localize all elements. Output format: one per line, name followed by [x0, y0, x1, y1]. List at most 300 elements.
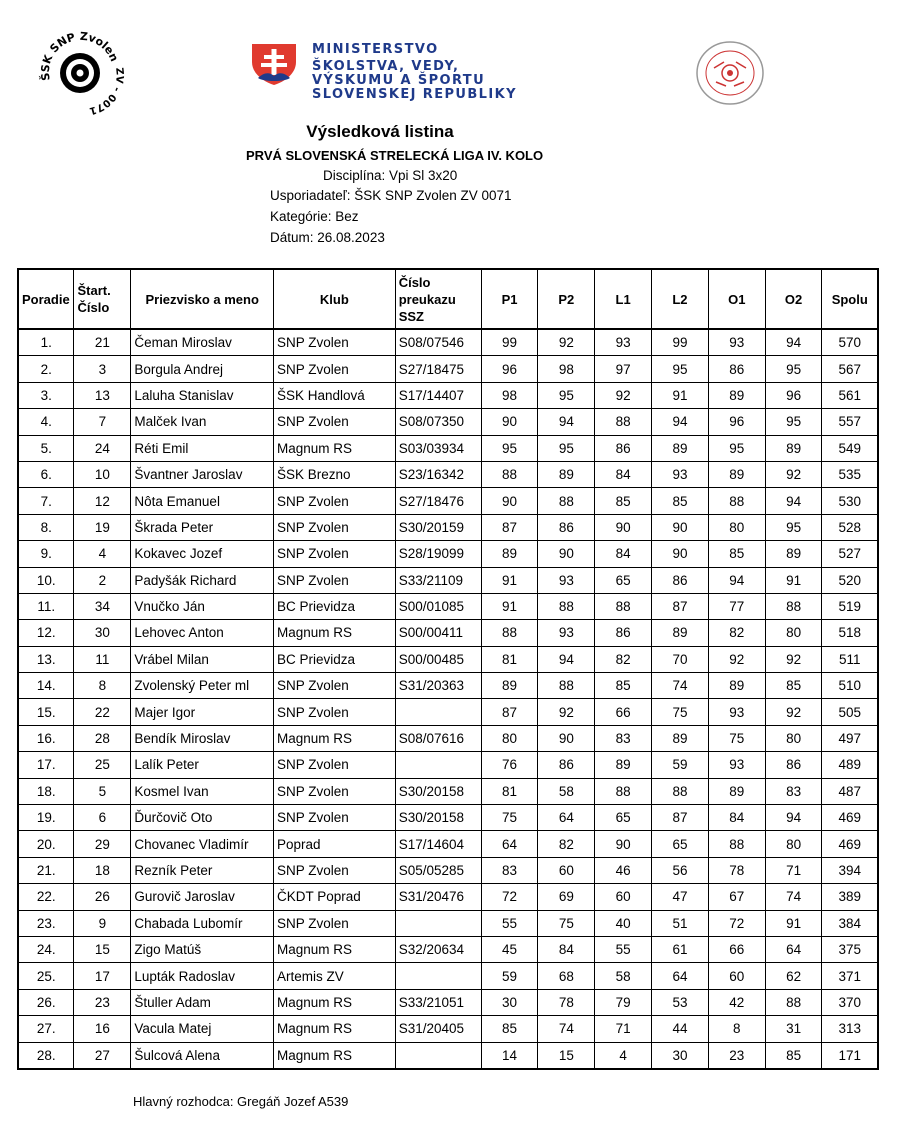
- cell-poradie: 10.: [18, 567, 74, 593]
- cell-name: Štuller Adam: [131, 989, 274, 1015]
- cell-cislo: S27/18475: [395, 356, 481, 382]
- table-row: [18, 989, 878, 1015]
- cell-poradie: 23.: [18, 910, 74, 936]
- cell-l2: 99: [652, 329, 709, 356]
- cell-klub: ŠSK Brezno: [274, 461, 396, 487]
- cell-spolu: 570: [822, 329, 878, 356]
- cell-cislo: S05/05285: [395, 857, 481, 883]
- cell-cislo: S28/19099: [395, 541, 481, 567]
- cell-o2: 94: [765, 488, 822, 514]
- table-row: [18, 1016, 878, 1042]
- table-row: [18, 646, 878, 672]
- col-header-cislo-line2: preukazu: [398, 291, 456, 307]
- cell-klub: SNP Zvolen: [274, 541, 396, 567]
- cell-spolu: 520: [822, 567, 878, 593]
- table-row: [18, 541, 878, 567]
- table-row: [18, 620, 878, 646]
- cell-cislo: [395, 963, 481, 989]
- cell-cislo: [395, 699, 481, 725]
- cell-cislo: S17/14407: [395, 382, 481, 408]
- col-header-l1: L1: [595, 269, 652, 329]
- col-header-start-line2: Číslo: [77, 300, 110, 315]
- cell-o1: 89: [708, 461, 765, 487]
- cell-p1: 75: [481, 805, 538, 831]
- cell-o1: 86: [708, 356, 765, 382]
- cell-klub: Magnum RS: [274, 620, 396, 646]
- cell-l2: 90: [652, 541, 709, 567]
- cell-poradie: 5.: [18, 435, 74, 461]
- cell-p2: 86: [538, 514, 595, 540]
- referee-text: Hlavný rozhodca: Gregáň Jozef A539: [133, 1094, 349, 1109]
- cell-klub: SNP Zvolen: [274, 805, 396, 831]
- cell-name: Kosmel Ivan: [131, 778, 274, 804]
- cell-cislo: S08/07616: [395, 725, 481, 751]
- cell-l1: 65: [595, 805, 652, 831]
- cell-o1: 77: [708, 593, 765, 619]
- cell-l1: 97: [595, 356, 652, 382]
- cell-poradie: 11.: [18, 593, 74, 619]
- cell-p2: 89: [538, 461, 595, 487]
- cell-klub: SNP Zvolen: [274, 488, 396, 514]
- cell-p2: 88: [538, 488, 595, 514]
- cell-o1: 72: [708, 910, 765, 936]
- cell-o2: 85: [765, 1042, 822, 1069]
- cell-name: Škrada Peter: [131, 514, 274, 540]
- federation-seal-icon: [694, 40, 766, 106]
- cell-o2: 89: [765, 541, 822, 567]
- cell-l1: 79: [595, 989, 652, 1015]
- cell-p1: 98: [481, 382, 538, 408]
- col-header-klub: Klub: [274, 269, 396, 329]
- col-header-poradie: Poradie: [18, 269, 74, 329]
- league-subtitle: PRVÁ SLOVENSKÁ STRELECKÁ LIGA IV. KOLO: [246, 148, 544, 163]
- cell-l1: 88: [595, 409, 652, 435]
- cell-cislo: S30/20158: [395, 805, 481, 831]
- cell-spolu: 505: [822, 699, 878, 725]
- cell-p1: 90: [481, 409, 538, 435]
- cell-p1: 81: [481, 646, 538, 672]
- cell-o1: 89: [708, 673, 765, 699]
- cell-name: Padyšák Richard: [131, 567, 274, 593]
- table-row: [18, 805, 878, 831]
- cell-l2: 65: [652, 831, 709, 857]
- cell-l2: 89: [652, 620, 709, 646]
- table-row: [18, 884, 878, 910]
- table-row: [18, 409, 878, 435]
- cell-l1: 85: [595, 488, 652, 514]
- cell-o1: 89: [708, 382, 765, 408]
- col-header-start-line1: Štart.: [77, 283, 111, 298]
- cell-cislo: S30/20159: [395, 514, 481, 540]
- cell-p2: 82: [538, 831, 595, 857]
- cell-spolu: 171: [822, 1042, 878, 1069]
- cell-l1: 4: [595, 1042, 652, 1069]
- cell-p1: 91: [481, 593, 538, 619]
- cell-l1: 88: [595, 778, 652, 804]
- cell-spolu: 511: [822, 646, 878, 672]
- cell-spolu: 530: [822, 488, 878, 514]
- cell-p1: 89: [481, 673, 538, 699]
- cell-o2: 96: [765, 382, 822, 408]
- cell-name: Lehovec Anton: [131, 620, 274, 646]
- cell-p1: 14: [481, 1042, 538, 1069]
- cell-poradie: 28.: [18, 1042, 74, 1069]
- cell-klub: Magnum RS: [274, 435, 396, 461]
- table-row: [18, 567, 878, 593]
- discipline-text: Disciplína: Vpi Sl 3x20: [323, 168, 458, 183]
- cell-start: 30: [74, 620, 131, 646]
- cell-o2: 89: [765, 435, 822, 461]
- cell-o1: 88: [708, 831, 765, 857]
- cell-p2: 93: [538, 620, 595, 646]
- cell-l2: 53: [652, 989, 709, 1015]
- cell-l2: 59: [652, 752, 709, 778]
- cell-p1: 88: [481, 461, 538, 487]
- cell-spolu: 487: [822, 778, 878, 804]
- cell-poradie: 18.: [18, 778, 74, 804]
- cell-klub: Magnum RS: [274, 1016, 396, 1042]
- cell-start: 18: [74, 857, 131, 883]
- cell-name: Chovanec Vladimír: [131, 831, 274, 857]
- cell-l1: 84: [595, 541, 652, 567]
- cell-l1: 58: [595, 963, 652, 989]
- cell-spolu: 519: [822, 593, 878, 619]
- cell-l2: 56: [652, 857, 709, 883]
- cell-spolu: 384: [822, 910, 878, 936]
- category-text: Kategórie: Bez: [270, 209, 359, 224]
- cell-spolu: 528: [822, 514, 878, 540]
- cell-spolu: 313: [822, 1016, 878, 1042]
- cell-start: 7: [74, 409, 131, 435]
- cell-o2: 92: [765, 646, 822, 672]
- cell-cislo: S00/00485: [395, 646, 481, 672]
- cell-name: Gurovič Jaroslav: [131, 884, 274, 910]
- cell-klub: BC Prievidza: [274, 646, 396, 672]
- cell-o2: 80: [765, 620, 822, 646]
- cell-p1: 81: [481, 778, 538, 804]
- cell-l1: 86: [595, 435, 652, 461]
- cell-start: 9: [74, 910, 131, 936]
- cell-name: Čeman Miroslav: [131, 329, 274, 356]
- cell-klub: Magnum RS: [274, 1042, 396, 1069]
- cell-p2: 98: [538, 356, 595, 382]
- cell-o1: 80: [708, 514, 765, 540]
- cell-p1: 72: [481, 884, 538, 910]
- cell-l1: 60: [595, 884, 652, 910]
- cell-poradie: 19.: [18, 805, 74, 831]
- cell-cislo: S31/20476: [395, 884, 481, 910]
- cell-o2: 85: [765, 673, 822, 699]
- cell-o2: 80: [765, 725, 822, 751]
- cell-l1: 65: [595, 567, 652, 593]
- cell-klub: Magnum RS: [274, 936, 396, 962]
- cell-klub: SNP Zvolen: [274, 699, 396, 725]
- cell-name: Borgula Andrej: [131, 356, 274, 382]
- cell-name: Lupták Radoslav: [131, 963, 274, 989]
- cell-p2: 75: [538, 910, 595, 936]
- cell-p1: 64: [481, 831, 538, 857]
- cell-start: 26: [74, 884, 131, 910]
- cell-p2: 84: [538, 936, 595, 962]
- cell-o2: 88: [765, 989, 822, 1015]
- cell-p2: 74: [538, 1016, 595, 1042]
- cell-spolu: 535: [822, 461, 878, 487]
- cell-cislo: S23/16342: [395, 461, 481, 487]
- cell-name: Vrábel Milan: [131, 646, 274, 672]
- cell-spolu: 371: [822, 963, 878, 989]
- col-header-start: [74, 269, 131, 329]
- cell-p1: 89: [481, 541, 538, 567]
- cell-klub: Poprad: [274, 831, 396, 857]
- cell-o2: 94: [765, 805, 822, 831]
- cell-start: 29: [74, 831, 131, 857]
- cell-o2: 92: [765, 461, 822, 487]
- cell-klub: SNP Zvolen: [274, 857, 396, 883]
- table-row: [18, 356, 878, 382]
- results-body: [18, 329, 878, 1069]
- cell-poradie: 9.: [18, 541, 74, 567]
- cell-start: 24: [74, 435, 131, 461]
- cell-klub: Magnum RS: [274, 989, 396, 1015]
- cell-start: 15: [74, 936, 131, 962]
- cell-p2: 94: [538, 646, 595, 672]
- cell-l1: 90: [595, 831, 652, 857]
- cell-klub: SNP Zvolen: [274, 514, 396, 540]
- cell-poradie: 13.: [18, 646, 74, 672]
- cell-l1: 46: [595, 857, 652, 883]
- cell-spolu: 389: [822, 884, 878, 910]
- table-row: [18, 382, 878, 408]
- cell-l2: 30: [652, 1042, 709, 1069]
- cell-p1: 55: [481, 910, 538, 936]
- cell-l2: 87: [652, 805, 709, 831]
- table-row: [18, 461, 878, 487]
- cell-p1: 96: [481, 356, 538, 382]
- cell-start: 12: [74, 488, 131, 514]
- cell-name: Laluha Stanislav: [131, 382, 274, 408]
- ministry-line-4: SLOVENSKEJ REPUBLIKY: [312, 87, 517, 102]
- cell-p2: 68: [538, 963, 595, 989]
- cell-l2: 89: [652, 725, 709, 751]
- cell-spolu: 469: [822, 805, 878, 831]
- cell-p2: 92: [538, 699, 595, 725]
- cell-p1: 76: [481, 752, 538, 778]
- cell-klub: SNP Zvolen: [274, 752, 396, 778]
- cell-cislo: [395, 752, 481, 778]
- cell-o2: 95: [765, 409, 822, 435]
- cell-o2: 62: [765, 963, 822, 989]
- cell-p1: 85: [481, 1016, 538, 1042]
- cell-klub: Magnum RS: [274, 725, 396, 751]
- cell-start: 16: [74, 1016, 131, 1042]
- cell-l2: 91: [652, 382, 709, 408]
- ministry-line-3: VÝSKUMU A ŠPORTU: [312, 73, 486, 88]
- cell-cislo: S31/20405: [395, 1016, 481, 1042]
- cell-o1: 89: [708, 778, 765, 804]
- cell-poradie: 2.: [18, 356, 74, 382]
- cell-cislo: S08/07546: [395, 329, 481, 356]
- cell-poradie: 7.: [18, 488, 74, 514]
- cell-o1: 93: [708, 699, 765, 725]
- cell-o2: 74: [765, 884, 822, 910]
- results-table: [17, 268, 879, 1070]
- cell-l1: 71: [595, 1016, 652, 1042]
- cell-o2: 64: [765, 936, 822, 962]
- table-row: [18, 673, 878, 699]
- cell-l1: 84: [595, 461, 652, 487]
- cell-poradie: 21.: [18, 857, 74, 883]
- cell-l1: 90: [595, 514, 652, 540]
- cell-l2: 94: [652, 409, 709, 435]
- cell-o2: 80: [765, 831, 822, 857]
- cell-o1: 60: [708, 963, 765, 989]
- cell-o2: 91: [765, 567, 822, 593]
- cell-name: Lalík Peter: [131, 752, 274, 778]
- cell-cislo: S00/01085: [395, 593, 481, 619]
- cell-o2: 95: [765, 356, 822, 382]
- cell-spolu: 497: [822, 725, 878, 751]
- cell-l1: 55: [595, 936, 652, 962]
- cell-poradie: 14.: [18, 673, 74, 699]
- cell-poradie: 1.: [18, 329, 74, 356]
- cell-spolu: 557: [822, 409, 878, 435]
- cell-o1: 94: [708, 567, 765, 593]
- table-row: [18, 857, 878, 883]
- cell-l2: 47: [652, 884, 709, 910]
- cell-poradie: 25.: [18, 963, 74, 989]
- cell-p2: 58: [538, 778, 595, 804]
- cell-p1: 95: [481, 435, 538, 461]
- cell-o1: 93: [708, 329, 765, 356]
- cell-l2: 93: [652, 461, 709, 487]
- club-logo: [30, 28, 140, 118]
- cell-p1: 90: [481, 488, 538, 514]
- cell-name: Ďurčovič Oto: [131, 805, 274, 831]
- cell-start: 8: [74, 673, 131, 699]
- cell-p2: 60: [538, 857, 595, 883]
- cell-cislo: S30/20158: [395, 778, 481, 804]
- cell-poradie: 17.: [18, 752, 74, 778]
- svg-text:ŠSK SNP Zvolen: ŠSK SNP Zvolen: [38, 29, 121, 82]
- cell-l2: 86: [652, 567, 709, 593]
- cell-start: 11: [74, 646, 131, 672]
- cell-o1: 67: [708, 884, 765, 910]
- cell-p2: 78: [538, 989, 595, 1015]
- cell-start: 2: [74, 567, 131, 593]
- cell-o1: 95: [708, 435, 765, 461]
- cell-o1: 78: [708, 857, 765, 883]
- cell-l2: 90: [652, 514, 709, 540]
- cell-o1: 96: [708, 409, 765, 435]
- cell-spolu: 510: [822, 673, 878, 699]
- cell-spolu: 394: [822, 857, 878, 883]
- cell-cislo: S17/14604: [395, 831, 481, 857]
- table-header-row: [18, 269, 878, 329]
- cell-name: Šulcová Alena: [131, 1042, 274, 1069]
- cell-name: Rezník Peter: [131, 857, 274, 883]
- cell-l1: 88: [595, 593, 652, 619]
- cell-poradie: 26.: [18, 989, 74, 1015]
- cell-p1: 91: [481, 567, 538, 593]
- cell-l2: 75: [652, 699, 709, 725]
- cell-l2: 44: [652, 1016, 709, 1042]
- cell-start: 17: [74, 963, 131, 989]
- col-header-cislo-line3: SSZ: [398, 308, 424, 324]
- cell-p1: 87: [481, 699, 538, 725]
- cell-start: 10: [74, 461, 131, 487]
- cell-cislo: [395, 1042, 481, 1069]
- cell-name: Švantner Jaroslav: [131, 461, 274, 487]
- page-title: Výsledková listina: [306, 122, 454, 141]
- col-header-o2: O2: [765, 269, 822, 329]
- cell-name: Kokavec Jozef: [131, 541, 274, 567]
- cell-l2: 64: [652, 963, 709, 989]
- cell-o2: 95: [765, 514, 822, 540]
- cell-l2: 95: [652, 356, 709, 382]
- ministry-logo: [248, 42, 568, 106]
- organizer-text: Usporiadateľ: ŠSK SNP Zvolen ZV 0071: [270, 188, 512, 203]
- cell-p2: 88: [538, 673, 595, 699]
- cell-cislo: S33/21109: [395, 567, 481, 593]
- cell-klub: SNP Zvolen: [274, 673, 396, 699]
- cell-p2: 95: [538, 382, 595, 408]
- cell-spolu: 469: [822, 831, 878, 857]
- cell-start: 28: [74, 725, 131, 751]
- cell-poradie: 24.: [18, 936, 74, 962]
- date-text: Dátum: 26.08.2023: [270, 230, 385, 245]
- cell-spolu: 561: [822, 382, 878, 408]
- col-header-cislo: [395, 269, 481, 329]
- cell-o1: 8: [708, 1016, 765, 1042]
- cell-p2: 90: [538, 725, 595, 751]
- svg-text:ZV - 0071: ZV - 0071: [87, 67, 125, 117]
- cell-cislo: S32/20634: [395, 936, 481, 962]
- cell-l2: 74: [652, 673, 709, 699]
- cell-start: 5: [74, 778, 131, 804]
- cell-o1: 66: [708, 936, 765, 962]
- col-header-o1: O1: [708, 269, 765, 329]
- cell-cislo: S03/03934: [395, 435, 481, 461]
- table-row: [18, 936, 878, 962]
- cell-o1: 84: [708, 805, 765, 831]
- cell-o2: 71: [765, 857, 822, 883]
- col-header-p2: P2: [538, 269, 595, 329]
- cell-p1: 80: [481, 725, 538, 751]
- cell-o2: 94: [765, 329, 822, 356]
- cell-start: 23: [74, 989, 131, 1015]
- cell-o2: 31: [765, 1016, 822, 1042]
- cell-l1: 66: [595, 699, 652, 725]
- cell-l1: 86: [595, 620, 652, 646]
- cell-spolu: 375: [822, 936, 878, 962]
- table-row: [18, 831, 878, 857]
- cell-o2: 83: [765, 778, 822, 804]
- table-row: [18, 514, 878, 540]
- cell-o1: 88: [708, 488, 765, 514]
- table-row: [18, 963, 878, 989]
- table-row: [18, 752, 878, 778]
- cell-p2: 92: [538, 329, 595, 356]
- cell-cislo: S08/07350: [395, 409, 481, 435]
- cell-o2: 88: [765, 593, 822, 619]
- cell-o2: 92: [765, 699, 822, 725]
- cell-l2: 51: [652, 910, 709, 936]
- table-row: [18, 725, 878, 751]
- cell-p2: 69: [538, 884, 595, 910]
- cell-spolu: 567: [822, 356, 878, 382]
- cell-l1: 40: [595, 910, 652, 936]
- cell-start: 19: [74, 514, 131, 540]
